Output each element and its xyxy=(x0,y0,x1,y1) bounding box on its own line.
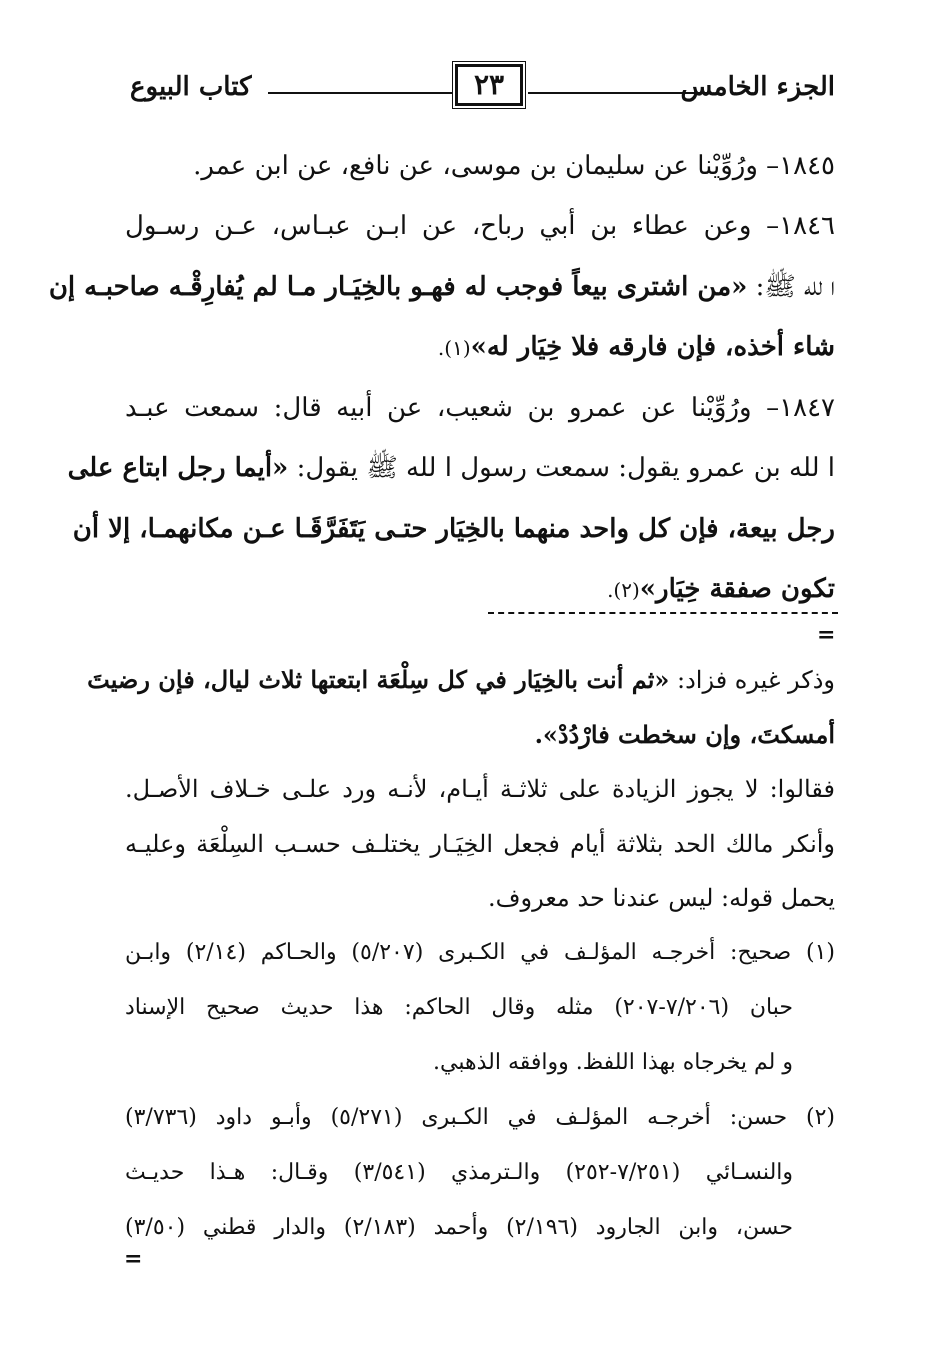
hadith-1847-quote-1: «أيما رجل ابتاع على xyxy=(67,453,289,483)
commentary-line-3: فقالوا: لا يجوز الزيادة على ثلاثـة أيـام، لأنـه ورد علـى خـلاف الأصـل. xyxy=(125,775,835,803)
footnote-2-line-1: (٢) حسن: أخرجـه المؤلـف في الكـبرى (٥/٢٧١) وأبـو داود (٣/٧٣٦) xyxy=(125,1105,835,1130)
section-divider xyxy=(488,612,838,614)
footnote-ref-2: (٢). xyxy=(607,578,640,602)
footnote-2-line-3: حسن، وابن الجارود (٢/١٩٦) وأحمد (٢/١٨٣) والدار قطني (٣/٥٠) xyxy=(125,1215,793,1240)
header-rule-right xyxy=(528,92,708,94)
hadith-1846-attribution: ا لله ﷺ: xyxy=(747,272,835,302)
book-title: كتاب البيوع xyxy=(130,72,252,102)
header-rule-left xyxy=(268,92,452,94)
footnote-1-line-2: حبان (٧/٢٠٦-٢٠٧) مثله وقال الحاكم: هذا حديث صحيح الإسناد xyxy=(125,995,793,1020)
commentary-intro: وذكر غيره فزاد: xyxy=(669,666,835,694)
continuation-mark-bottom: = xyxy=(124,1246,143,1272)
hadith-1847-quote-2: رجل بيعة، فإن كل واحد منهما بالخِيَار حتـى يَتَفَرَّقَـا عـن مكانهمـا، إلا أن xyxy=(72,514,835,544)
page-header xyxy=(120,62,835,112)
footnote-ref-1: (١). xyxy=(437,336,471,360)
commentary-line-5: يحمل قوله: ليس عندنا حد معروف. xyxy=(487,884,835,912)
hadith-1847-attribution: ا لله بن عمرو يقول: سمعت رسول ا لله ﷺ يقول: xyxy=(288,453,835,483)
page-number: ٢٣ xyxy=(455,64,523,106)
footnote-2-line-2: والنسـائي (٧/٢٥١-٢٥٢) والـترمذي (٣/٥٤١) وقـال: هـذا حديـث xyxy=(125,1160,794,1185)
hadith-1846-quote-2: شاء أخذه، فإن فارقه فلا خِيَار له» xyxy=(470,332,835,362)
footnote-1-line-3: و لم يخرجاه بهذا اللفظ. ووافقه الذهبي. xyxy=(433,1050,793,1075)
commentary-line-4: وأنكر مالك الحد بثلاثة أيام فجعل الخِيَـار يختلـف حسـب السِلْعَة وعليـه xyxy=(125,830,836,858)
commentary-quote: «ثم أنت بالخِيَار في كل سِلْعَة ابتعتها ثلاث ليال، فإن رضيتَ xyxy=(87,665,670,694)
hadith-1846-line-2 xyxy=(48,267,835,307)
hadith-1847-line-4 xyxy=(125,569,835,610)
hadith-1846-line-3 xyxy=(125,327,835,368)
hadith-1847-line-2 xyxy=(67,448,835,488)
hadith-1847-line-1: ١٨٤٧– ورُوِّيْنا عن عمرو بن شعيب، عن أبيه قال: سمعت عبـد xyxy=(125,393,835,423)
hadith-1847-quote-3: تكون صفقة خِيَار» xyxy=(639,574,835,604)
commentary-line-2: أمسكتَ، وإن سخطت فارْدُدْ». xyxy=(534,720,835,749)
hadith-1846-quote-1: «من اشترى بيعاً فوجب له فهـو بالخِيَـار مـا لم يُفارِقْـه صاحبـه إن xyxy=(48,272,748,302)
hadith-1846-line-1: ١٨٤٦– وعن عطاء بن أبي رباح، عن ابـن عبـاس، عـن رسـول xyxy=(125,211,835,241)
volume-title: الجزء الخامس xyxy=(680,72,835,102)
footnote-1-line-1: (١) صحيح: أخرجـه المؤلـف في الكـبرى (٥/٢٠٧) والحـاكم (٢/١٤) وابـن xyxy=(125,940,835,965)
hadith-1845: ١٨٤٥– ورُوِّيْنا عن سليمان بن موسى، عن نافع، عن ابن عمر. xyxy=(193,151,835,181)
commentary-line-1 xyxy=(87,660,835,700)
continuation-mark-top: = xyxy=(817,622,836,648)
